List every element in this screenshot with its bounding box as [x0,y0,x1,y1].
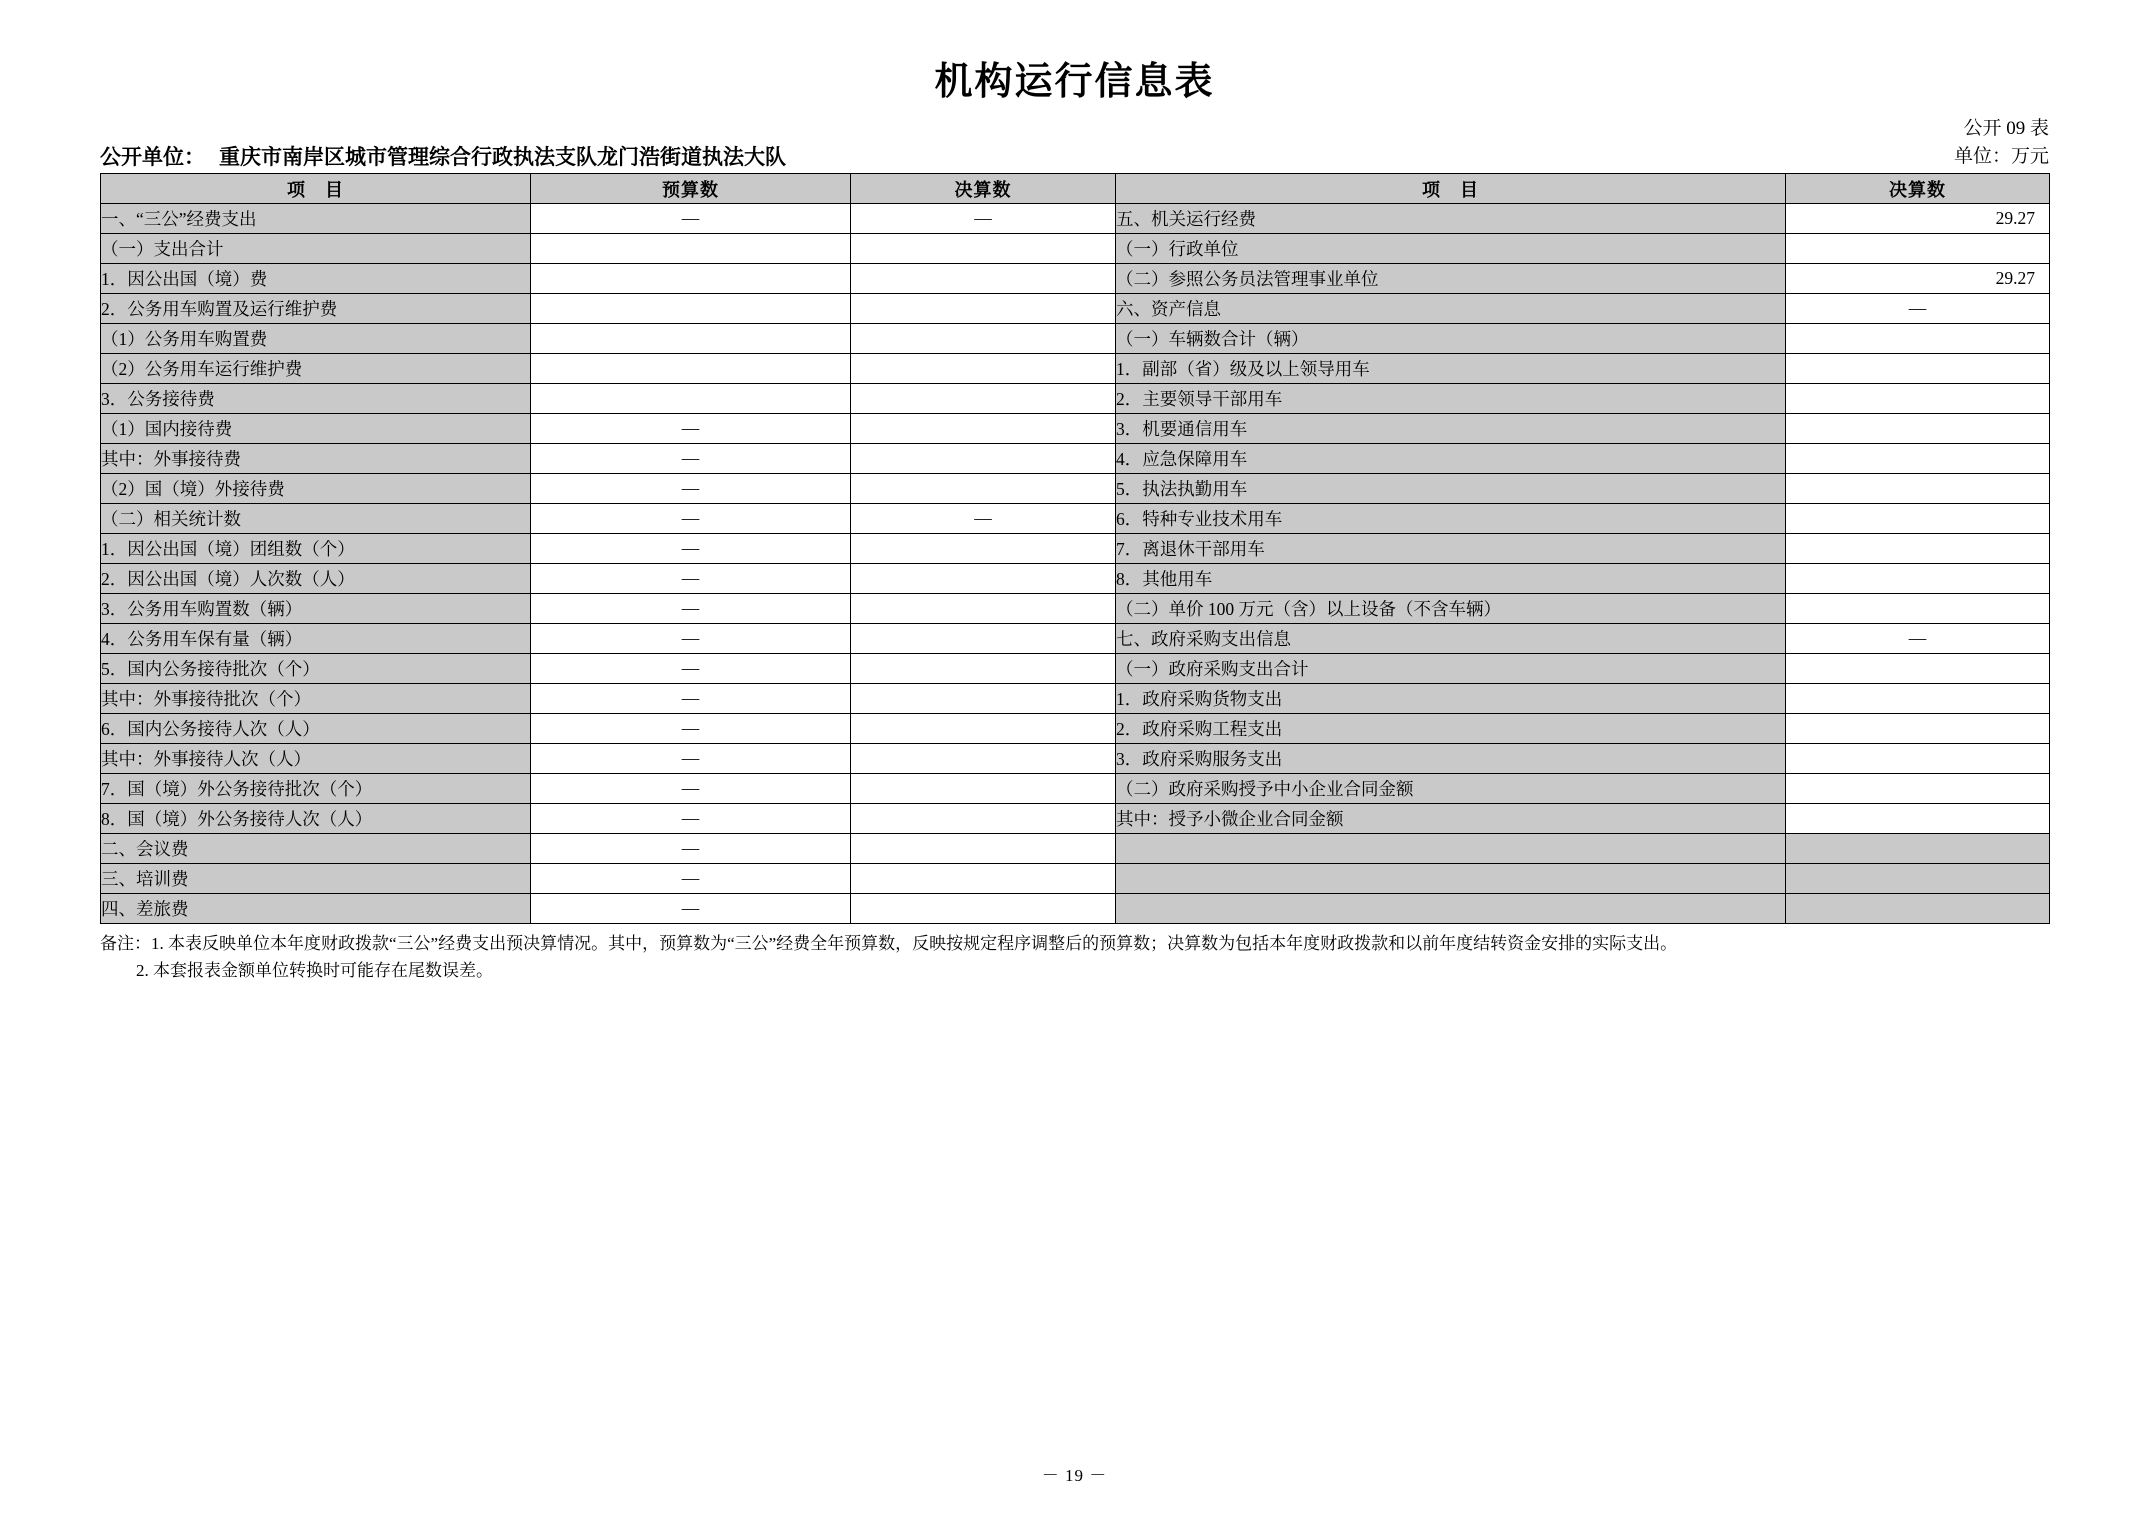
table-row [101,264,2050,294]
row-label-left: 四、差旅费 [101,894,531,924]
table-row [101,294,2050,324]
row-budget: — [531,564,851,594]
row-right-final-empty [1786,894,2050,924]
row-right-final [1786,504,2050,534]
table-row [101,474,2050,504]
header-final: 决算数 [851,174,1116,204]
header-budget: 预算数 [531,174,851,204]
row-label-right: 2．主要领导干部用车 [1116,384,1786,414]
table-row [101,714,2050,744]
row-label-right-empty [1116,864,1786,894]
row-label-right: 五、机关运行经费 [1116,204,1786,234]
row-budget: — [531,414,851,444]
row-label-left: （二）相关统计数 [101,504,531,534]
row-right-final [1786,444,2050,474]
row-right-final [1786,804,2050,834]
row-budget: — [531,444,851,474]
table-row [101,864,2050,894]
row-label-left: 其中：外事接待批次（个） [101,684,531,714]
row-right-final: — [1786,294,2050,324]
row-final [851,624,1116,654]
unit-of-measure: 单位：万元 [1953,146,2049,167]
row-right-final [1786,684,2050,714]
row-label-right: （一）行政单位 [1116,234,1786,264]
row-label-right: 六、资产信息 [1116,294,1786,324]
table-header-row [101,174,2050,204]
row-label-left: （2）公务用车运行维护费 [101,354,531,384]
row-budget [531,234,851,264]
row-label-left: 5．国内公务接待批次（个） [101,654,531,684]
row-label-right: 其中：授予小微企业合同金额 [1116,804,1786,834]
row-label-left: 7．国（境）外公务接待批次（个） [101,774,531,804]
row-label-left: 2．公务用车购置及运行维护费 [101,294,531,324]
row-budget: — [531,474,851,504]
row-label-right: 8．其他用车 [1116,564,1786,594]
row-budget [531,294,851,324]
row-label-right: 6．特种专业技术用车 [1116,504,1786,534]
table-row [101,834,2050,864]
table-row [101,444,2050,474]
row-final [851,354,1116,384]
row-label-left: 6．国内公务接待人次（人） [101,714,531,744]
row-label-right: 7．离退休干部用车 [1116,534,1786,564]
header-left-item: 项 目 [101,174,531,204]
row-budget: — [531,624,851,654]
table-body [101,204,2050,924]
row-label-right: （一）车辆数合计（辆） [1116,324,1786,354]
row-right-final [1786,744,2050,774]
row-right-final [1786,714,2050,744]
row-label-right: 5．执法执勤用车 [1116,474,1786,504]
row-right-final-empty [1786,864,2050,894]
row-label-left: 4．公务用车保有量（辆） [101,624,531,654]
row-label-left: 1．因公出国（境）费 [101,264,531,294]
row-final [851,564,1116,594]
row-right-final: 29.27 [1786,264,2050,294]
row-right-final: — [1786,624,2050,654]
page-title: 机构运行信息表 [934,61,1215,103]
row-budget: — [531,534,851,564]
header-right-item: 项 目 [1116,174,1786,204]
table-row [101,744,2050,774]
row-right-final [1786,774,2050,804]
row-label-left: 二、会议费 [101,834,531,864]
table-row [101,804,2050,834]
disclosure-label: 公开单位： [100,145,205,169]
row-label-right: 2．政府采购工程支出 [1116,714,1786,744]
row-label-right: （一）政府采购支出合计 [1116,654,1786,684]
row-final [851,594,1116,624]
row-budget [531,354,851,384]
table-row [101,414,2050,444]
row-label-left: （1）国内接待费 [101,414,531,444]
row-final [851,864,1116,894]
row-right-final [1786,324,2050,354]
row-label-left: 1．因公出国（境）团组数（个） [101,534,531,564]
row-label-right-empty [1116,894,1786,924]
row-final [851,264,1116,294]
row-label-left: 一、“三公”经费支出 [101,204,531,234]
row-final [851,744,1116,774]
row-label-left: （一）支出合计 [101,234,531,264]
table-row [101,204,2050,234]
row-label-right: 3．政府采购服务支出 [1116,744,1786,774]
row-budget: — [531,684,851,714]
row-budget: — [531,744,851,774]
page-number: － 19 － [1041,1466,1108,1485]
row-right-final: 29.27 [1786,204,2050,234]
table-row [101,354,2050,384]
row-final [851,444,1116,474]
row-label-left: （2）国（境）外接待费 [101,474,531,504]
table-row [101,684,2050,714]
row-label-right: （二）参照公务员法管理事业单位 [1116,264,1786,294]
row-budget: — [531,654,851,684]
row-final [851,534,1116,564]
row-right-final [1786,534,2050,564]
row-budget [531,324,851,354]
row-label-right: 4．应急保障用车 [1116,444,1786,474]
row-label-left: 2．因公出国（境）人次数（人） [101,564,531,594]
row-budget: — [531,714,851,744]
row-label-left: 三、培训费 [101,864,531,894]
row-budget: — [531,864,851,894]
row-right-final [1786,474,2050,504]
table-row [101,504,2050,534]
row-final [851,324,1116,354]
row-final [851,234,1116,264]
row-final [851,414,1116,444]
row-final [851,804,1116,834]
row-label-left: （1）公务用车购置费 [101,324,531,354]
table-row [101,774,2050,804]
row-budget [531,264,851,294]
row-final [851,714,1116,744]
row-final [851,384,1116,414]
row-label-left: 8．国（境）外公务接待人次（人） [101,804,531,834]
note-line-1: 备注：1. 本表反映单位本年度财政拨款“三公”经费支出预决算情况。其中，预算数为“三公”经费全年预算数，反映按规定程序调整后的预算数；决算数为包括本年度财政拨款和以前年度结转资金安排的实际支出。 [100,934,1678,953]
row-budget [531,384,851,414]
row-right-final [1786,414,2050,444]
disclosure-unit-name: 重庆市南岸区城市管理综合行政执法支队龙门浩街道执法大队 [219,145,786,169]
document-meta [100,115,2049,173]
row-label-right: 1．政府采购货物支出 [1116,684,1786,714]
row-label-right: 3．机要通信用车 [1116,414,1786,444]
disclosure-unit-line [100,141,786,171]
row-final [851,294,1116,324]
row-label-right-empty [1116,834,1786,864]
row-label-left: 3．公务用车购置数（辆） [101,594,531,624]
table-row [101,654,2050,684]
row-budget: — [531,804,851,834]
row-right-final [1786,594,2050,624]
table-row [101,324,2050,354]
row-label-left: 其中：外事接待人次（人） [101,744,531,774]
row-right-final [1786,234,2050,264]
form-code: 公开 09 表 [1963,118,2049,139]
table-row [101,384,2050,414]
row-final [851,474,1116,504]
row-label-right: （二）政府采购授予中小企业合同金额 [1116,774,1786,804]
table-row [101,534,2050,564]
note-line-2: 2. 本套报表金额单位转换时可能存在尾数误差。 [136,961,493,980]
table-row [101,234,2050,264]
row-label-right: 1．副部（省）级及以上领导用车 [1116,354,1786,384]
row-budget: — [531,504,851,534]
row-budget: — [531,834,851,864]
meta-right-block [1954,115,2049,171]
row-final [851,834,1116,864]
row-final: — [851,204,1116,234]
table-row [101,564,2050,594]
table-row [101,594,2050,624]
row-label-right: 七、政府采购支出信息 [1116,624,1786,654]
row-label-left: 其中：外事接待费 [101,444,531,474]
header-right-final: 决算数 [1786,174,2050,204]
row-label-left: 3．公务接待费 [101,384,531,414]
row-right-final [1786,564,2050,594]
row-right-final-empty [1786,834,2050,864]
row-final [851,894,1116,924]
row-right-final [1786,354,2050,384]
row-final: — [851,504,1116,534]
row-budget: — [531,774,851,804]
row-right-final [1786,384,2050,414]
row-final [851,684,1116,714]
table-notes [100,930,2049,984]
table-row [101,624,2050,654]
row-label-right: （二）单价 100 万元（含）以上设备（不含车辆） [1116,594,1786,624]
row-final [851,654,1116,684]
row-final [851,774,1116,804]
row-budget: — [531,594,851,624]
row-budget: — [531,204,851,234]
table-row [101,894,2050,924]
row-budget: — [531,894,851,924]
row-right-final [1786,654,2050,684]
institution-operation-table [100,173,2050,924]
